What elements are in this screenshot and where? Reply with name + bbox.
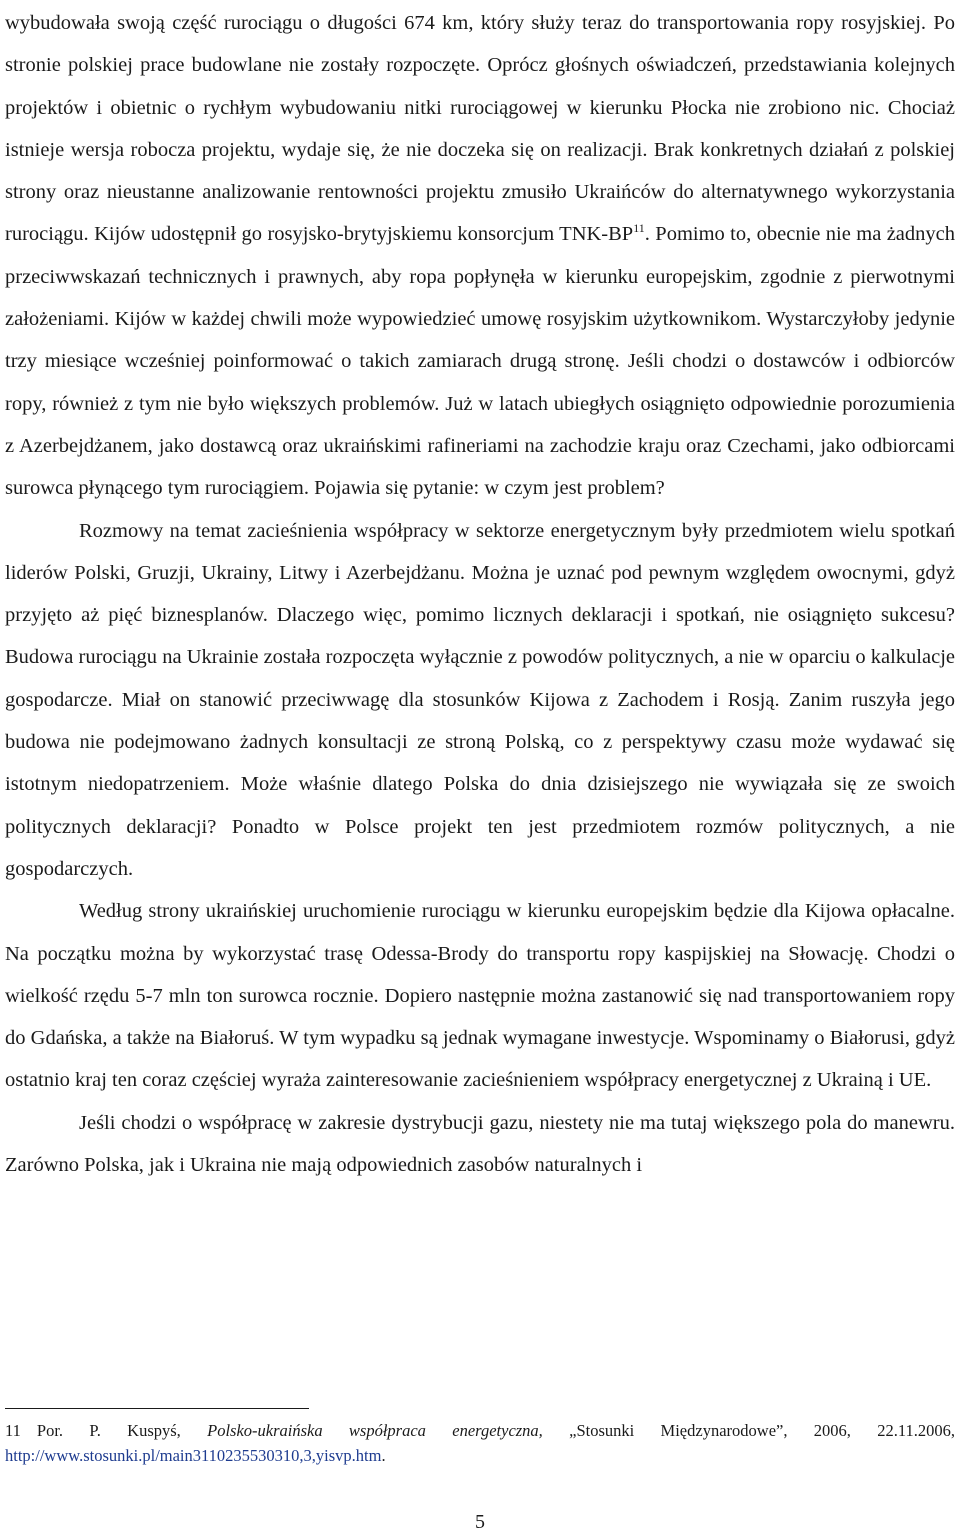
paragraph-text: . Pomimo to, obecnie nie ma żadnych przeciwwskazań technicznych i prawnych, aby ropa popłynęła w kierunku europejskim, zgodnie z pierwotnymi założeniami. Kijów w każdej chwili może wypowiedzieć umowę rosyjskim użytkownikom. Wystarczyłoby jedynie trzy miesiące wcześniej poinformować o takich zamiarach drugą stronę. Jeśli chodzi o dostawców i odbiorców ropy, również z tym nie było większych problemów. Już w latach ubiegłych osiągnięto odpowiednie porozumienia z Azerbejdżanem, jako dostawcą oraz ukraińskimi rafineriami na zachodzie kraju oraz Czechami, jako odbiorcami surowca płynącego tym rurociągiem. Pojawia się pytanie: w czym jest problem? [5, 223, 955, 500]
page-number: 5 [475, 1511, 485, 1533]
footnote [5, 1418, 955, 1468]
footnote-author: Por. P. Kuspyś, [36, 1421, 181, 1440]
body-text [5, 2, 955, 1186]
footnote-number: 11 [5, 1421, 21, 1440]
footnote-reference[interactable]: 11 [633, 221, 645, 236]
paragraph-text: wybudowała swoją część rurociągu o długości 674 km, który służy teraz do transportowania ropy rosyjskiej. Po stronie polskiej prace budowlane nie zostały rozpoczęte. Oprócz głośnych oświadczeń, przedstawiania kolejnych projektów i obietnic o rychłym wybudowaniu nitki rurociągowej w kierunku Płocka nie zrobiono nic. Chociaż istnieje wersja robocza projektu, wydaje się, że nie doczeka się on realizacji. Brak konkretnych działań z polskiej strony oraz nieustanne analizowanie rentowności projektu zmusiło Ukraińców do alternatywnego wykorzystania rurociągu. Kijów udostępnił go rosyjsko-brytyjskiemu konsorcjum TNK-BP [5, 12, 955, 246]
footnote-link[interactable]: http://www.stosunki.pl/main3110235530310,3,yisvp.htm [5, 1446, 382, 1465]
footnote-title: Polsko-ukraińska współpraca energetyczna, [207, 1421, 543, 1440]
footnote-source: „Stosunki Międzynarodowe”, 2006, 22.11.2006, [569, 1421, 956, 1440]
footnote-end: . [381, 1446, 386, 1465]
footnote-separator [5, 1408, 309, 1409]
paragraph [5, 2, 955, 510]
paragraph: Jeśli chodzi o współpracę w zakresie dystrybucji gazu, niestety nie ma tutaj większego pola do manewru. Zarówno Polska, jak i Ukraina nie mają odpowiednich zasobów naturalnych i [5, 1111, 955, 1177]
paragraph: Według strony ukraińskiej uruchomienie rurociągu w kierunku europejskim będzie dla Kijowa opłacalne. Na początku można by wykorzystać trasę Odessa-Brody do transportu ropy kaspijskiej na Słowację. Chodzi o wielkość rzędu 5-7 mln ton surowca rocznie. Dopiero następnie można zastanowić się nad transportowaniem ropy do Gdańska, a także na Białoruś. W tym wypadku są jednak wymagane inwestycje. Wspominamy o Białorusi, gdyż ostatnio kraj ten coraz częściej wyraża zainteresowanie zacieśnieniem współpracy energetycznej z Ukrainą i UE. [5, 900, 955, 1092]
paragraph: Rozmowy na temat zacieśnienia współpracy w sektorze energetycznym były przedmiotem wielu spotkań liderów Polski, Gruzji, Ukrainy, Litwy i Azerbejdżanu. Można je uznać pod pewnym względem owocnymi, gdyż przyjęto aż pięć biznesplanów. Dlaczego więc, pomimo licznych deklaracji i spotkań, nie osiągnięto sukcesu? Budowa rurociągu na Ukrainie została rozpoczęta wyłącznie z powodów politycznych, a nie w oparciu o kalkulacje gospodarcze. Miał on stanowić przeciwwagę dla stosunków Kijowa z Zachodem i Rosją. Zanim ruszyła jego budowa nie podejmowano żadnych konsultacji ze stroną Polską, co z perspektywy czasu może wydawać się istotnym niedopatrzeniem. Może właśnie dlatego Polska do dnia dzisiejszego nie wywiązała się ze swoich politycznych deklaracji? Ponadto w Polsce projekt ten jest przedmiotem rozmów politycznych, a nie gospodarczych. [5, 519, 955, 880]
